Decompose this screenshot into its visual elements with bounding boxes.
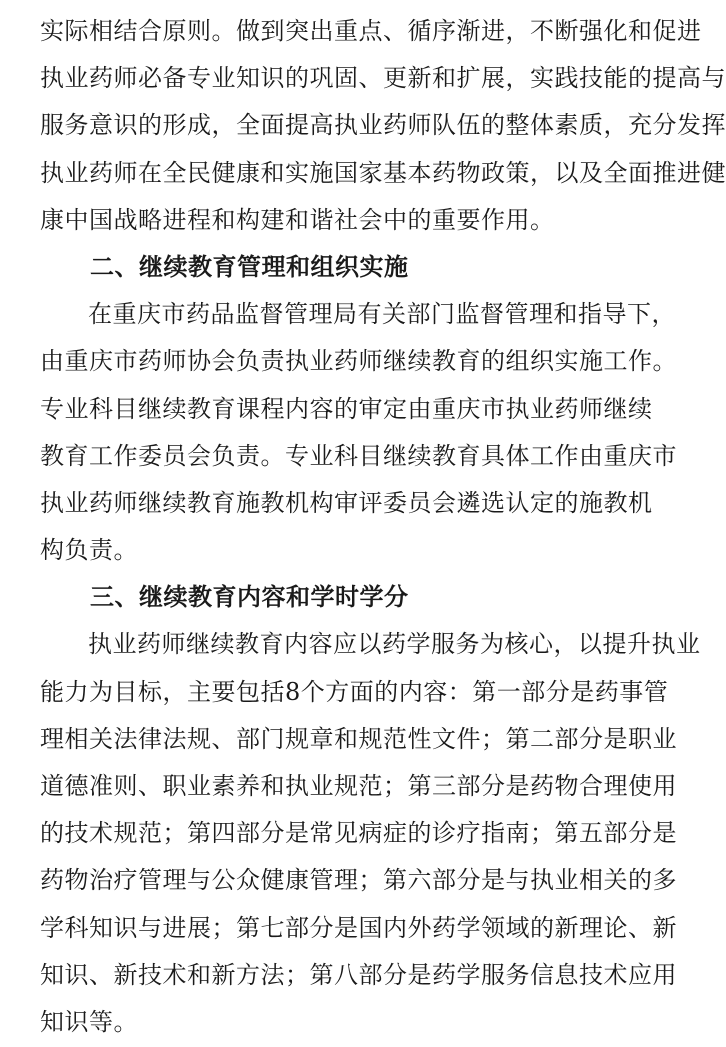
paragraph-principles bbox=[40, 8, 726, 244]
document-page bbox=[40, 8, 726, 1046]
text-line: 构负责。 bbox=[40, 536, 138, 565]
text-line: 教育工作委员会负责。专业科目继续教育具体工作由重庆市 bbox=[40, 441, 677, 470]
text-line: 能力为目标，主要包括8个方面的内容：第一部分是药事管 bbox=[40, 677, 669, 706]
paragraph-content bbox=[40, 621, 701, 1046]
text-line: 执业药师继续教育内容应以药学服务为核心，以提升执业 bbox=[88, 630, 701, 659]
text-line: 服务意识的形成，全面提高执业药师队伍的整体素质，充分发挥 bbox=[40, 111, 726, 140]
text-line: 知识等。 bbox=[40, 1007, 138, 1036]
section-heading-content: 三、继续教育内容和学时学分 bbox=[90, 583, 409, 612]
text-line: 的技术规范；第四部分是常见病症的诊疗指南；第五部分是 bbox=[40, 819, 677, 848]
section-heading-management: 二、继续教育管理和组织实施 bbox=[90, 252, 409, 281]
text-line: 在重庆市药品监督管理局有关部门监督管理和指导下， bbox=[88, 300, 676, 329]
text-line: 学科知识与进展；第七部分是国内外药学领域的新理论、新 bbox=[40, 913, 677, 942]
paragraph-management bbox=[40, 291, 677, 574]
text-line: 康中国战略进程和构建和谐社会中的重要作用。 bbox=[40, 205, 555, 234]
text-line: 专业科目继续教育课程内容的审定由重庆市执业药师继续 bbox=[40, 394, 653, 423]
text-line: 执业药师继续教育施教机构审评委员会遴选认定的施教机 bbox=[40, 488, 653, 517]
text-line: 知识、新技术和新方法；第八部分是药学服务信息技术应用 bbox=[40, 960, 677, 989]
text-line: 理相关法律法规、部门规章和规范性文件；第二部分是职业 bbox=[40, 724, 677, 753]
text-line: 实际相结合原则。做到突出重点、循序渐进，不断强化和促进 bbox=[40, 17, 702, 45]
text-line: 执业药师必备专业知识的巩固、更新和扩展，实践技能的提高与 bbox=[40, 64, 726, 93]
text-line: 由重庆市药师协会负责执业药师继续教育的组织实施工作。 bbox=[40, 347, 677, 376]
text-line: 道德准则、职业素养和执业规范；第三部分是药物合理使用 bbox=[40, 772, 677, 800]
text-line: 药物治疗管理与公众健康管理；第六部分是与执业相关的多 bbox=[40, 866, 677, 895]
text-line: 执业药师在全民健康和实施国家基本药物政策，以及全面推进健 bbox=[40, 158, 726, 187]
